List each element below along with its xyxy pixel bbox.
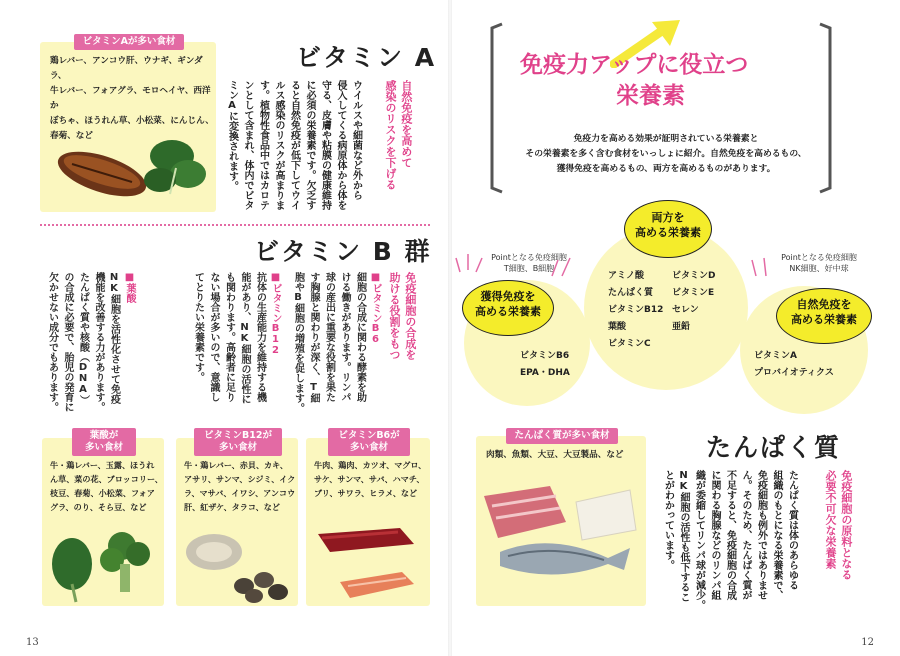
vitamin-b12-food-list: 牛・鶏レバー、赤貝、カキ、 アサリ、サンマ、シジミ、イク ラ、マサバ、イワシ、アンコウ 肝、紅ザケ、タラコ、など xyxy=(184,460,296,513)
right-point-marks xyxy=(750,252,780,278)
folic-acid-food-list: 牛・鶏レバー、玉露、ほうれ ん草、菜の花、ブロッコリー、 枝豆、春菊、小松菜、フォア グラ、のり、そら豆、など xyxy=(50,460,163,513)
vitamin-b6-food-label: ビタミンB6が 多い食材 xyxy=(328,428,410,456)
left-list: ビタミンB6 EPA・DHA xyxy=(520,351,570,379)
eel-and-spinach-illustration xyxy=(52,124,212,210)
left-bubble: 獲得免疫を 高める栄養素 xyxy=(462,280,554,336)
vitamin-b12-section: ■ビタミンB12 抗体の生産能力を維持する機 能があり、NK細胞の活性に も関わります。高齢者に足り ない場合が多いので、意識し てとりたい栄養素です。 xyxy=(192,272,281,404)
center-bubble: 両方を 高める栄養素 xyxy=(624,200,712,258)
intro-text: 免疫力を高める効果が証明されている栄養素と その栄養素を多く含む食材をいっしょに紹介。自然免疫を高めるもの、 獲得免疫を高めるもの、両方を高めるものがあります。 xyxy=(525,134,807,174)
protein-heading: 免疫細胞の原料となる 必要不可欠な栄養素 xyxy=(823,470,853,580)
vitamin-a-heading: 自然免疫を高めて 感染のリスクを下げる xyxy=(383,80,413,190)
vitamin-a-food-label: ビタミンAが多い食材 xyxy=(74,34,184,50)
vitamin-a-title: ビタミン A xyxy=(296,43,437,72)
folic-acid-food-label: 葉酸が 多い食材 xyxy=(72,428,136,456)
protein-food-label: たんぱく質が多い食材 xyxy=(506,428,618,444)
page-gutter xyxy=(448,0,452,656)
protein-body: たんぱく質は体のあらゆる 組織のもとになる栄養素で、 免疫細胞も例外ではありませ ん。そのため、たんぱく質が 不足すると、免疫細胞の合成 に関わる胸腺などのリンパ組 織が委縮してリンパ球が減少。 NK細胞の活性も低下するこ とがわかっています。 xyxy=(662,470,798,610)
vitamin-b6-food-box xyxy=(306,430,430,606)
protein-title: たんぱく質 xyxy=(706,433,842,462)
left-point-marks xyxy=(548,252,578,278)
meat-tofu-fish-illustration xyxy=(480,472,644,604)
section-divider xyxy=(40,224,430,226)
vitamin-b6-food-list: 牛肉、鶏肉、カツオ、マグロ、 サケ、サンマ、サバ、ハマチ、 ブリ、サワラ、ヒラメ、など xyxy=(314,460,427,499)
main-title: 免疫力アップに役立つ 栄養素 xyxy=(520,52,749,110)
vitamin-b6-section: ■ビタミンB6 細胞の合成に関わる酵素を助 ける働きがあります。リンパ 球の産出に重要な役割を果た す胸腺と関わりが深く、T細 胞やB細胞の増殖を促します。 xyxy=(292,272,381,413)
vitamin-a-food-list: 鶏レバー、アンコウ肝、ウナギ、ギンダラ、 牛レバー、フォアグラ、モロヘイヤ、西洋か ぼちゃ、ほうれん草、小松菜、にんじん、 春菊、など xyxy=(50,56,214,142)
vitamin-a-body: ウイルスや細菌など外から 侵入してくる病原体から体を 守る、皮膚や粘膜の健康維持 に必須の栄養素です。欠乏す ると自然免疫が低下してウイ ルス感染のリスクが高まりま す。植物性食品中ではカロテ ンとして含まれ、体内でビタ ミンAに変換されます。 xyxy=(226,80,362,210)
page-number-right: 12 xyxy=(861,637,874,648)
vitamin-b12-food-box xyxy=(176,430,298,606)
center-list-right: ビタミンD ビタミンE セレン 亜鉛 xyxy=(672,271,716,333)
vitamin-b-title: ビタミン B 群 xyxy=(254,237,432,266)
center-list-left: アミノ酸 たんぱく質 ビタミンB12 葉酸 ビタミンC xyxy=(608,271,664,350)
spinach-broccoli-illustration xyxy=(46,524,162,604)
folic-acid-section: ■葉酸 NK細胞を活性化させて免疫 機能を改善する力があります。 たんぱく質や核酸（DNA） の合成に必要で、胎児の発育に 欠かせない成分でもあります。 xyxy=(46,272,135,412)
right-bubble: 自然免疫を 高める栄養素 xyxy=(776,288,872,344)
left-point-label: Pointとなる免疫細胞 T細胞、B細胞 xyxy=(491,253,567,274)
protein-food-list: 肉類、魚類、大豆、大豆製品、など xyxy=(486,450,624,460)
right-point-label: Pointとなる免疫細胞 NK細胞、好中球 xyxy=(781,253,857,274)
vitamin-a-food-box xyxy=(40,36,216,212)
vitamin-b-heading: 免疫細胞の合成を 助ける役割をもつ xyxy=(387,272,417,360)
page-number-left: 13 xyxy=(26,637,39,648)
oyster-clam-illustration xyxy=(180,524,296,604)
tuna-salmon-illustration xyxy=(310,510,428,604)
protein-food-box xyxy=(476,430,646,606)
right-list: ビタミンA プロバイオティクス xyxy=(754,351,834,379)
vitamin-b12-food-label: ビタミンB12が 多い食材 xyxy=(194,428,282,456)
folic-acid-food-box xyxy=(42,430,164,606)
